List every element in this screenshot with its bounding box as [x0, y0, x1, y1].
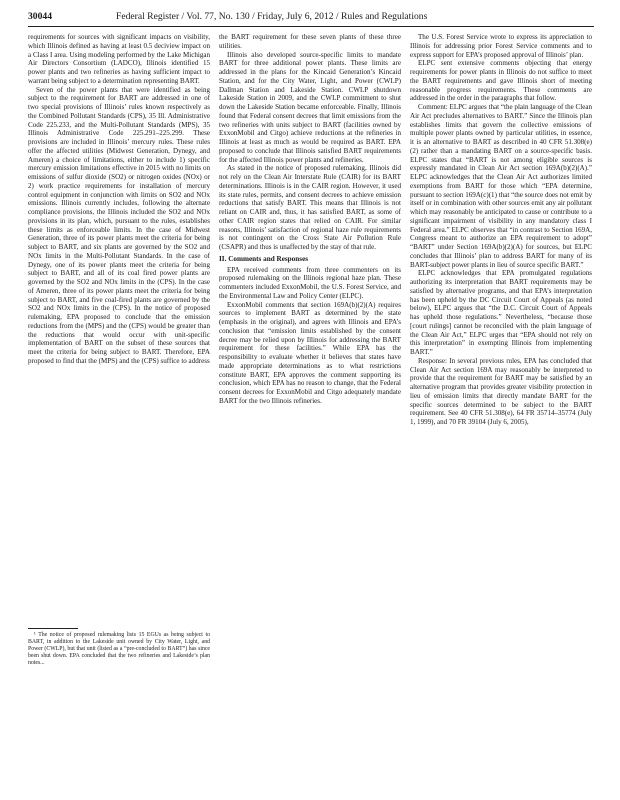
footnote-divider	[28, 628, 78, 629]
section-heading: II. Comments and Responses	[219, 254, 309, 263]
paragraph: Seven of the power plants that were identified as being subject to the requirement for BART are addressed in one of two special provisions of Illinois’ rules known respectively as the Combined Pollutant Standards (CPS), 35 Ill. Administrative Code 225.233, and the Multi-Pollutant Standards (MPS), 35 Illinois Administrative Code 225.291–225.299. These provisions are included in Illinois’ mercury rules. These rules offer the affected utilities (Midwest Generation, Dynegy, and Ameren) a choice of limitations, either to include 1) specific mercury emission limitations effective in 2015 with no limits on emissions of sulfur dioxide (SO2) or nitrogen oxides (NOx) or 2) work practice requirements for installation of mercury control equipment in conjunction with limits on SO2 and NOx emissions. Illinois currently includes, following the alternate compliance provisions, the Illinois included the SO2 and NOx provisions in its plan, which, pursuant to the rules, establishes these limits as enforceable limits. In the case of Midwest Generation, three of its power plants meet the criteria for being subject to BART, and six plants are governed by the SO2 and NOx limits in the Multi-Pollutant Standards. In the case of Dynegy, one of its power plants meet the criteria for being subject to BART, and all of its coal fired power plants are governed by the SO2 and NOx limits in the (CPS). In the case of Ameren, three of its power plants meet the criteria for being subject to BART, and five coal-fired plants are governed by the SO2 and NOx limits in the (CPS). In the notice of proposed rulemaking, EPA proposed to conclude that the emission reductions from the (MPS) and the (CPS) would be greater than the reductions that would occur with unit-specific implementation of BART on the subset of these sources that meet the criteria for being subject to BART. Therefore, EPA proposed to find that the (MPS) and the (CPS) suffice to address	[28, 85, 210, 365]
paragraph: Response: In several previous rules, EPA has concluded that Clean Air Act section 169A may reasonably be interpreted to provide that the requirement for BART may be satisfied by an alternative program that provides greater visibility protection in lieu of emission limits that directly mandate BART for the specific sources determined to be subject to the BART requirement. See 40 CFR 51.308(e), 64 FR 35714–35774 (July 1, 1999), and 70 FR 39104 (July 6, 2005),	[410, 356, 592, 426]
running-title: Federal Register / Vol. 77, No. 130 / Friday, July 6, 2012 / Rules and Regulations	[116, 11, 428, 22]
paragraph: EPA received comments from three commenters on its proposed rulemaking on the Illinois regional haze plan. These commenters included ExxonMobil, the U.S. Forest Service, and the Environmental Law and Policy Center (ELPC).	[219, 265, 401, 300]
paragraph: The U.S. Forest Service wrote to express its appreciation to Illinois for addressing prior Forest Service comments and to express support for EPA’s proposed approval of Illinois’ plan.	[410, 33, 592, 59]
text-column-3	[410, 33, 592, 427]
page-header	[28, 8, 594, 27]
paragraph: ExxonMobil comments that section 169A(b)(2)(A) requires sources to implement BART as determined by the state (emphasis in the original), and agrees with Illinois and EPA’s conclusion that “emission limits established by the consent decree may be relied upon by Illinois for addressing the BART requirement for these facilities.” While EPA has the responsibility to evaluate whether it believes that states have made appropriate determinations as to what restrictions constitute BART, EPA approves the comment supporting its conclusion, which EPA has no reason to change, that the Federal consent decrees for ExxonMobil and Citgo adequately mandate BART for the two Illinois refineries.	[219, 300, 401, 405]
paragraph: ELPC acknowledges that EPA promulgated regulations authorizing its interpretation that BART requirements may be satisfied by alternative programs, and that EPA’s interpretation has been upheld by the DC Circuit Court of Appeals (as noted below), ELPC argues that “the D.C. Circuit Court of Appeals has upheld those regulations.” Nevertheless, “because those [court rulings] cannot be reconciled with the plain language of the Clean Air Act,” ELPC urges that “EPA should not rely on this interpretation” in exempting Illinois from implementing BART.”	[410, 269, 592, 356]
footnote-text: ¹ The notice of proposed rulemaking lists 15 EGUs as being subject to BART, in addition to the Lakeside unit owned by City Water, Light, and Power (CWLP), but that unit (listed as a “pre-concluded to BART”) has since been shut down. EPA concluded that the two refineries and Lakeside’s plan notes...	[28, 632, 210, 667]
paragraph: ELPC sent extensive comments objecting that energy requirements for power plants in Illinois do not suffice to meet the BART requirements and gave Illinois short of meeting reasonable progress requirements. These comments are addressed in the order in the paragraphs that follow.	[410, 59, 592, 103]
page-number: 30044	[28, 11, 52, 22]
paragraph: the BART requirement for these seven plants of these three utilities.	[219, 33, 401, 50]
paragraph: Illinois also developed source-specific limits to mandate BART for three additional power plants. These limits are addressed in the plans for the Kincaid Generation’s Kincaid Station, and for the City Water, Light, and Power (CWLP) Dallman Station and Lakeside Station. CWLP shutdown Lakeside Station in 2009, and the CWLP commitment to shut down the Lakeside Station became enforceable. Finally, Illinois found that Federal consent decrees that limit emissions from the two refineries with units subject to BART (facilities owned by ExxonMobil and Citgo) achieve reductions at the refineries in Illinois at least as much as would be required as BART. EPA proposed to conclude that Illinois satisfied BART requirements for the affected Illinois power plants and refineries.	[219, 50, 401, 164]
paragraph: As stated in the notice of proposed rulemaking, Illinois did not rely on the Clean Air Interstate Rule (CAIR) for its BART determinations. Illinois is in the CAIR region. However, it used its state rules, permits, and consent decrees to achieve emission reductions that satisfy BART. This means that Illinois is not reliant on CAIR and, thus, it has satisfied BART, as some of other CAIR region states that relied on CAIR. For similar reasons, Illinois’ satisfaction of regional haze rule requirements is not contingent on the Cross State Air Pollution Rule (CSAPR) and thus is unaffected by the stay of that rule.	[219, 164, 401, 251]
paragraph: Comment: ELPC argues that “the plain language of the Clean Air Act precludes alternatives to BART.” Since the Illinois plan establishes limits that govern the collective emissions of multiple power plants owned by particular utilities, in essence, it is an alternative to BART as described in 40 CFR 51.308(e)(2) rather than a mandating BART on a source-specific basis. ELPC states that “BART is not among eligible sources is expressly mandated in Clean Air Act section 169A(b)(2)(A).” ELPC acknowledges that the Clean Air Act authorizes limited exemptions from BART for those which “EPA determine, pursuant to section 169A(c)(1) that “the source does not emit by itself or in combination with other sources emit any air pollutant which may reasonably be anticipated to cause or contribute to a significant impairment of visibility in any mandatory class I Federal area.” ELPC observes that “in contrast to Section 169A, Congress meant to authorize an EPA requirement to adopt” “BART” under Section 169A(b)(2)(A) for sources, but ELPC concludes that Illinois’ plan to address BART for many of its BART-subject power plants in lieu of source specific BART.”	[410, 103, 592, 269]
paragraph: requirements for sources with significant impacts on visibility, which Illinois defined as having at least 0.5 deciview impact on a Class I area. Using modeling performed by the Lake Michigan Air Directors Consortium (LADCO), Illinois identified 15 power plants and two refineries as having sufficient impact to warrant being subject to a determination representing BART.	[28, 33, 210, 85]
footnote	[28, 632, 210, 667]
text-column-1	[28, 33, 210, 366]
text-column-2	[219, 33, 401, 406]
